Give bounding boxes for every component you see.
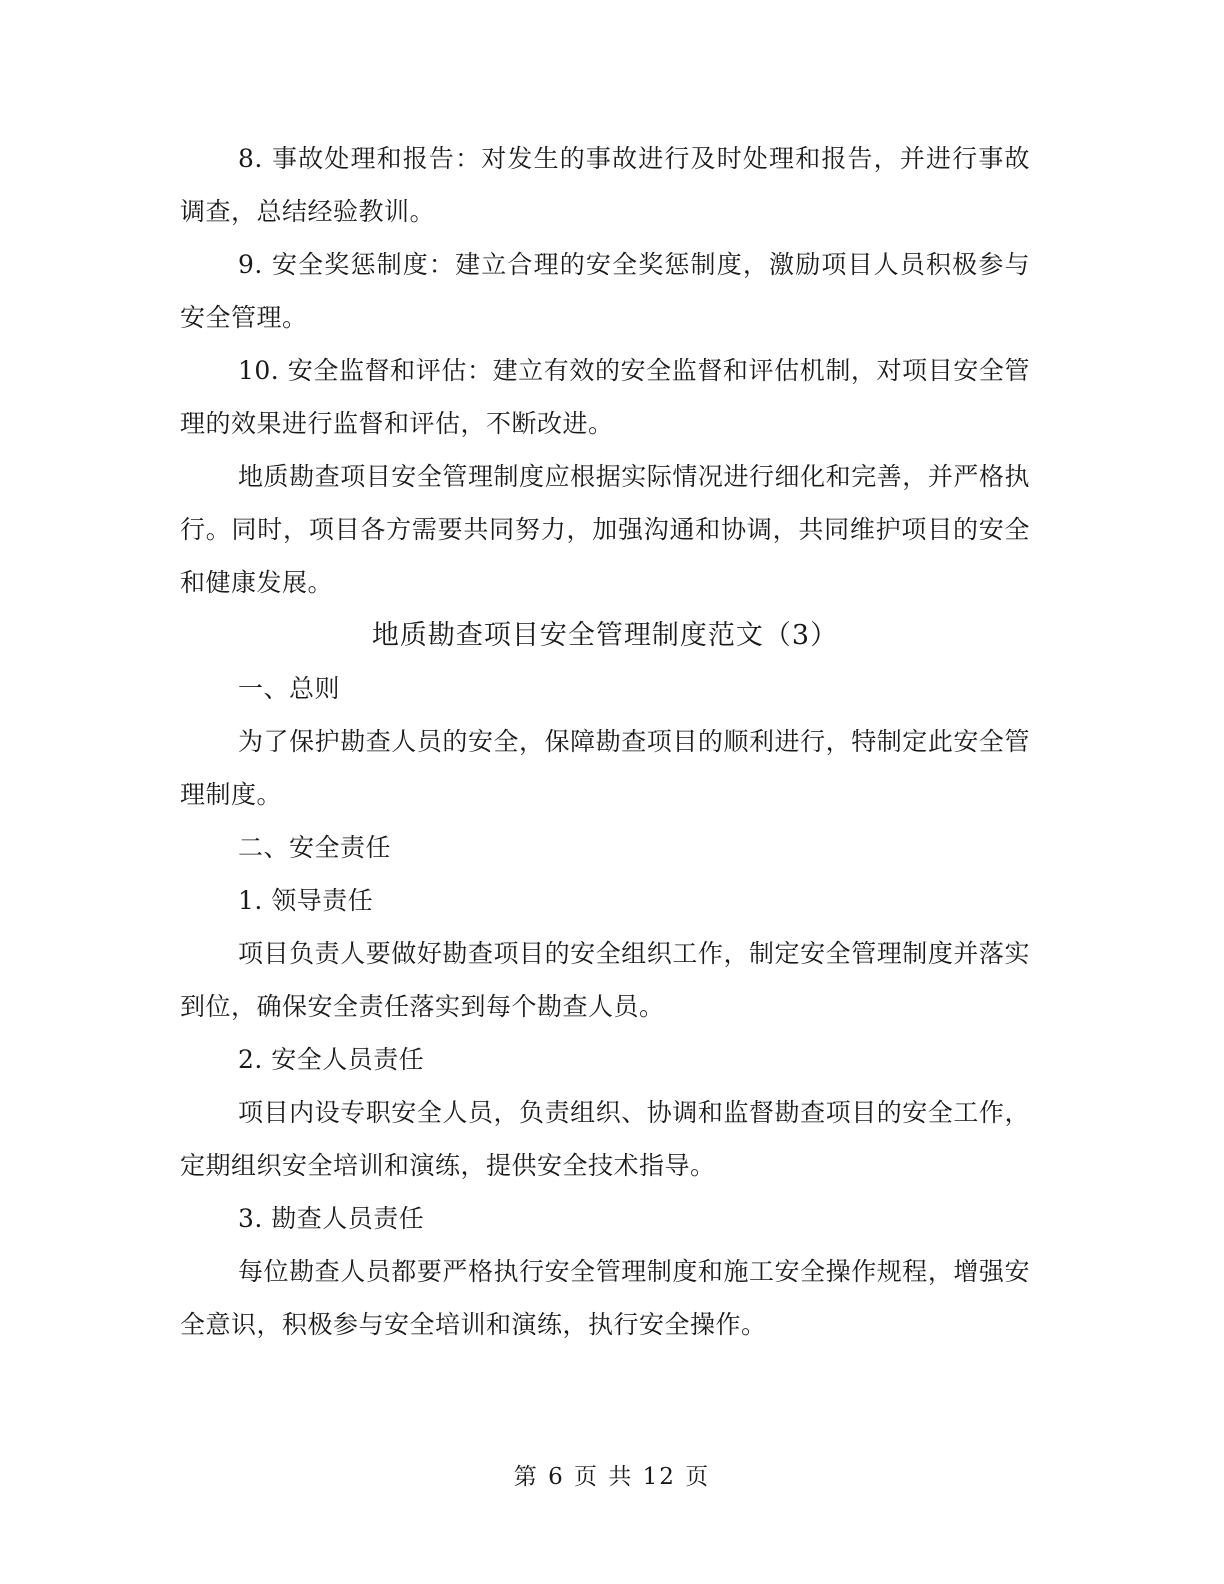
subheading-safety-staff: 2. 安全人员责任 — [238, 1045, 425, 1074]
paragraph-leadership: 项目负责人要做好勘查项目的安全组织工作，制定安全管理制度并落实到位，确保安全责任落实到每个勘查人员。 — [180, 939, 1030, 1021]
document-body — [180, 132, 1030, 1351]
paragraph-item-8: 8. 事故处理和报告：对发生的事故进行及时处理和报告，并进行事故调查，总结经验教训。 — [180, 144, 1030, 226]
subheading-leadership: 1. 领导责任 — [238, 886, 374, 915]
paragraph-survey-staff: 每位勘查人员都要严格执行安全管理制度和施工安全操作规程，增强安全意识，积极参与安全培训和演练，执行安全操作。 — [180, 1257, 1030, 1339]
paragraph-item-9: 9. 安全奖惩制度：建立合理的安全奖惩制度，激励项目人员积极参与安全管理。 — [180, 250, 1030, 332]
section-title: 地质勘查项目安全管理制度范文（3） — [371, 620, 839, 651]
section-heading-general: 一、总则 — [238, 674, 341, 703]
subheading-survey-staff: 3. 勘查人员责任 — [238, 1204, 425, 1233]
paragraph-safety-staff: 项目内设专职安全人员，负责组织、协调和监督勘查项目的安全工作，定期组织安全培训和演练，提供安全技术指导。 — [180, 1098, 1030, 1180]
paragraph-summary: 地质勘查项目安全管理制度应根据实际情况进行细化和完善，并严格执行。同时，项目各方需要共同努力，加强沟通和协调，共同维护项目的安全和健康发展。 — [180, 462, 1030, 597]
paragraph-general: 为了保护勘查人员的安全，保障勘查项目的顺利进行，特制定此安全管理制度。 — [180, 727, 1030, 809]
page-number-footer: 第 6 页 共 12 页 — [513, 1464, 711, 1490]
paragraph-item-10: 10. 安全监督和评估：建立有效的安全监督和评估机制，对项目安全管理的效果进行监督和评估，不断改进。 — [180, 356, 1030, 438]
section-heading-responsibility: 二、安全责任 — [238, 833, 392, 862]
